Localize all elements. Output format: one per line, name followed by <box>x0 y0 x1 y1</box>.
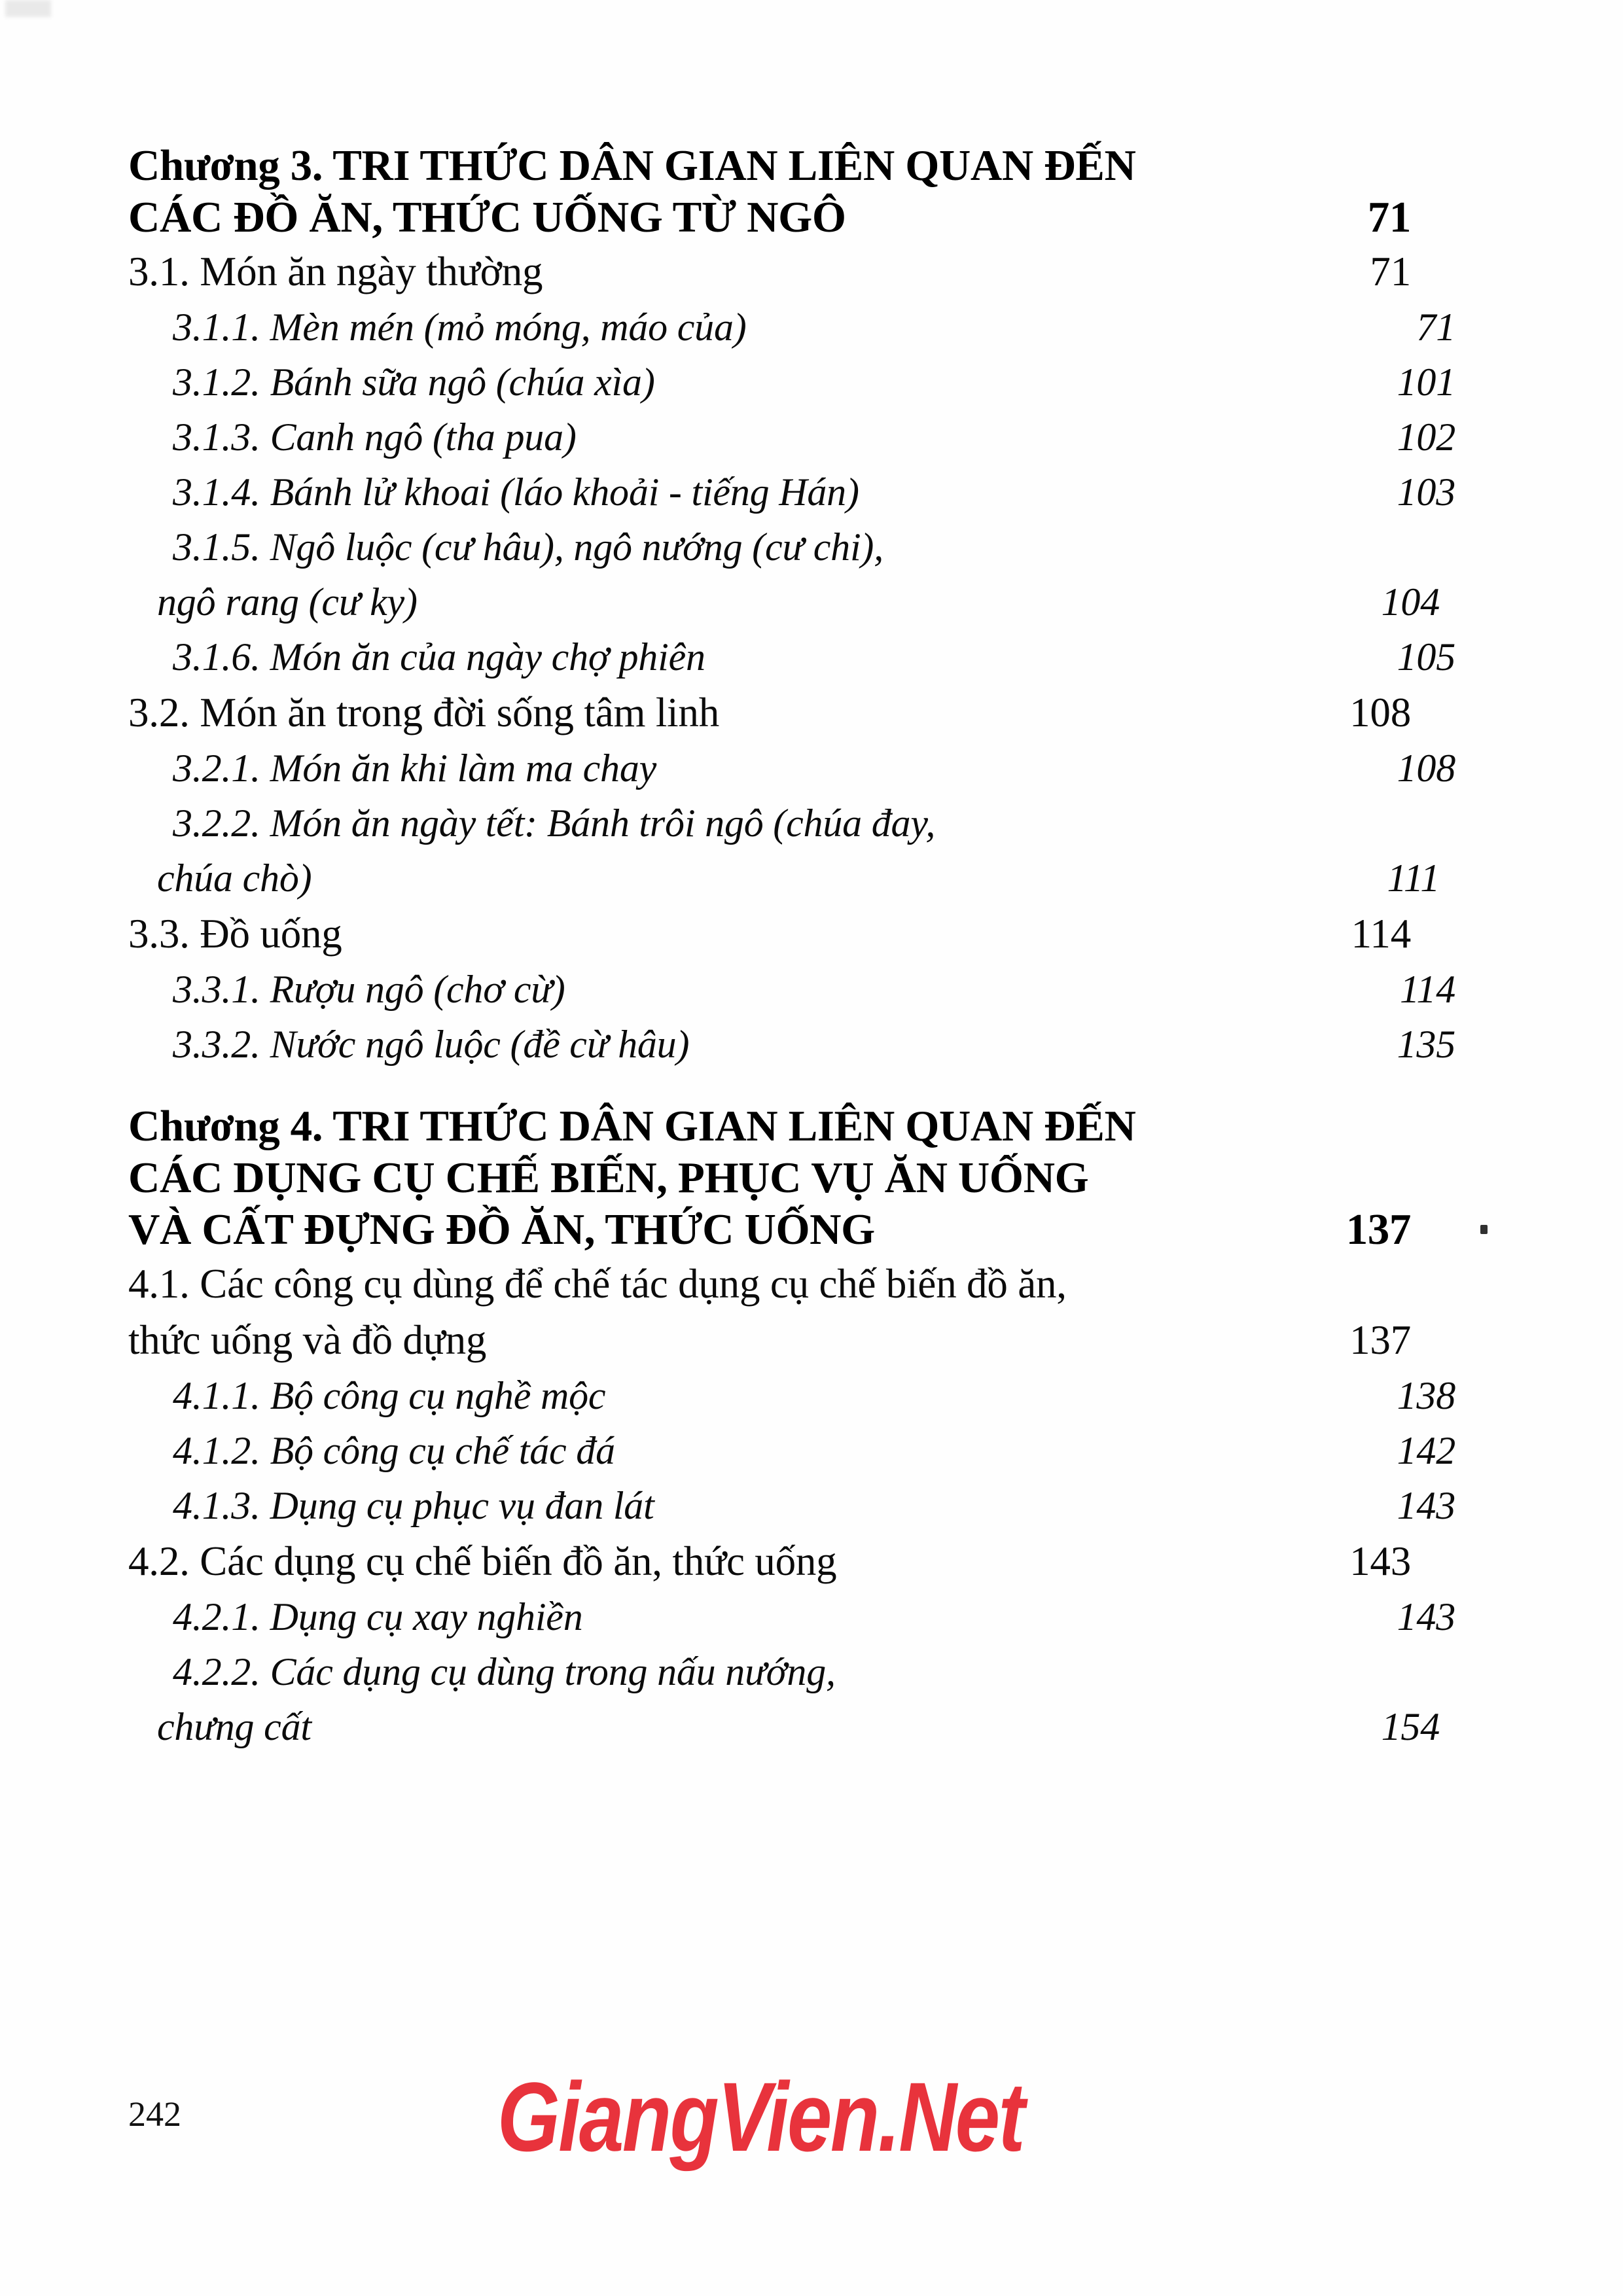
toc-entry-level2[interactable] <box>128 1533 1411 1589</box>
toc-entry-level3[interactable] <box>128 410 1455 465</box>
toc-page-number: 114 <box>1351 911 1411 957</box>
toc-entry-label: 4.2.1. Dụng cụ xay nghiền <box>173 1595 583 1638</box>
toc-page-number: 143 <box>1349 1538 1411 1584</box>
toc-chapter-line <box>128 192 1411 243</box>
toc-entry-level3[interactable] <box>128 574 1440 629</box>
toc-entry-level2[interactable] <box>128 1312 1411 1368</box>
toc-chapter-line <box>128 1204 1411 1256</box>
toc-entry-level2[interactable] <box>128 243 1411 300</box>
toc-entry-level2[interactable] <box>128 684 1411 741</box>
toc-entry-level2[interactable] <box>128 906 1411 962</box>
toc-page-number: 143 <box>1397 1595 1455 1638</box>
toc-entry-label: 3.2.1. Món ăn khi làm ma chay <box>173 747 657 790</box>
toc-entry-label: 4.1.1. Bộ công cụ nghề mộc <box>173 1374 606 1417</box>
page-number: 242 <box>128 2094 181 2134</box>
toc-chapter-line <box>128 1101 1411 1152</box>
toc-page-number: 143 <box>1397 1484 1455 1527</box>
toc-entry-label: 4.1. Các công cụ dùng để chế tác dụng cụ chế biến đồ ăn, <box>128 1261 1067 1307</box>
toc-entry-level3[interactable] <box>128 1644 1455 1699</box>
toc-entry-label: 4.1.2. Bộ công cụ chế tác đá <box>173 1429 615 1472</box>
toc-entry-level3[interactable] <box>128 962 1455 1017</box>
toc-entry-level3[interactable] <box>128 1423 1455 1478</box>
toc-entry-label: 4.2. Các dụng cụ chế biến đồ ăn, thức uống <box>128 1538 837 1584</box>
toc-page-number: 138 <box>1397 1374 1455 1417</box>
toc-chapter-title: CÁC DỤNG CỤ CHẾ BIẾN, PHỤC VỤ ĂN UỐNG <box>128 1154 1089 1202</box>
toc-chapter-line <box>128 1152 1411 1204</box>
toc-entry-label: 3.1.4. Bánh lử khoai (láo khoải - tiếng Hán) <box>173 470 859 514</box>
toc-page-number: 71 <box>1367 193 1411 241</box>
toc-entry-level3[interactable] <box>128 1478 1455 1533</box>
toc-entry-label: 3.1.6. Món ăn của ngày chợ phiên <box>173 635 705 679</box>
toc-entry-label: 3.3. Đồ uống <box>128 911 342 957</box>
toc-entry-label: chúa chò) <box>157 857 312 900</box>
toc-chapter-title: VÀ CẤT ĐỰNG ĐỒ ĂN, THỨC UỐNG <box>128 1205 875 1254</box>
toc-entry-label: 4.1.3. Dụng cụ phục vụ đan lát <box>173 1484 654 1527</box>
toc-entry-level3[interactable] <box>128 851 1440 906</box>
toc-entry-label: 3.1.3. Canh ngô (tha pua) <box>173 415 577 459</box>
toc-entry-label: 3.3.1. Rượu ngô (chơ cừ) <box>173 968 565 1011</box>
toc-entry-level3[interactable] <box>128 520 1455 574</box>
toc-entry-label: thức uống và đồ dựng <box>128 1317 487 1363</box>
toc-entry-label: 3.1. Món ăn ngày thường <box>128 249 543 294</box>
toc-entry-level3[interactable] <box>128 1017 1455 1072</box>
toc-entry-label: 3.2. Món ăn trong đời sống tâm linh <box>128 690 720 735</box>
toc-page-number: 105 <box>1397 635 1455 679</box>
toc-entry-label: 4.2.2. Các dụng cụ dùng trong nấu nướng, <box>173 1650 836 1693</box>
scan-speck <box>1480 1225 1488 1234</box>
watermark-giangvien: GiangVien.Net <box>497 2062 1024 2172</box>
toc-page-number: 135 <box>1397 1023 1455 1066</box>
toc-page-number: 103 <box>1397 470 1455 514</box>
toc-page-number: 101 <box>1397 361 1455 404</box>
toc-chapter-entry[interactable] <box>128 140 1411 243</box>
toc-entry-label: chưng cất <box>157 1705 312 1748</box>
toc-entry-level3[interactable] <box>128 300 1455 355</box>
toc-entry-level3[interactable] <box>128 629 1455 684</box>
toc-page-number: 71 <box>1370 249 1411 294</box>
toc-page-number: 71 <box>1416 306 1455 349</box>
toc-chapter-title: Chương 4. TRI THỨC DÂN GIAN LIÊN QUAN ĐẾN <box>128 1102 1136 1150</box>
toc-page-number: 154 <box>1381 1705 1440 1748</box>
toc-entry-label: 3.1.1. Mèn mén (mỏ móng, máo của) <box>173 306 747 349</box>
toc-page-number: 137 <box>1346 1205 1411 1254</box>
toc-page-number: 111 <box>1387 857 1440 900</box>
toc-page-number: 114 <box>1400 968 1455 1011</box>
toc-chapter-title: CÁC ĐỒ ĂN, THỨC UỐNG TỪ NGÔ <box>128 193 846 241</box>
toc-entry-level3[interactable] <box>128 465 1455 520</box>
toc-entry-level3[interactable] <box>128 741 1455 796</box>
toc-page-number: 104 <box>1381 580 1440 624</box>
toc-chapter-entry[interactable] <box>128 1101 1411 1256</box>
table-of-contents <box>128 140 1455 1754</box>
toc-chapter-title: Chương 3. TRI THỨC DÂN GIAN LIÊN QUAN ĐẾN <box>128 141 1136 190</box>
toc-entry-level3[interactable] <box>128 1368 1455 1423</box>
toc-page-number: 102 <box>1397 415 1455 459</box>
spacer <box>128 1072 1411 1101</box>
scan-smudge <box>5 0 51 17</box>
toc-entry-label: 3.2.2. Món ăn ngày tết: Bánh trôi ngô (chúa đay, <box>173 802 936 845</box>
toc-entry-level3[interactable] <box>128 796 1455 851</box>
toc-page-number: 108 <box>1397 747 1455 790</box>
toc-entry-level3[interactable] <box>128 1589 1455 1644</box>
toc-page-number: 142 <box>1397 1429 1455 1472</box>
toc-entry-level3[interactable] <box>128 1699 1440 1754</box>
toc-entry-label: 3.1.2. Bánh sữa ngô (chúa xìa) <box>173 361 655 404</box>
toc-page-number: 108 <box>1349 690 1411 735</box>
toc-entry-label: ngô rang (cư ky) <box>157 580 418 624</box>
toc-entry-level3[interactable] <box>128 355 1455 410</box>
toc-chapter-line <box>128 140 1411 192</box>
toc-page-number: 137 <box>1349 1317 1411 1363</box>
toc-entry-label: 3.3.2. Nước ngô luộc (đề cừ hâu) <box>173 1023 690 1066</box>
toc-entry-level2[interactable] <box>128 1256 1411 1312</box>
toc-entry-label: 3.1.5. Ngô luộc (cư hâu), ngô nướng (cư chi), <box>173 525 884 569</box>
